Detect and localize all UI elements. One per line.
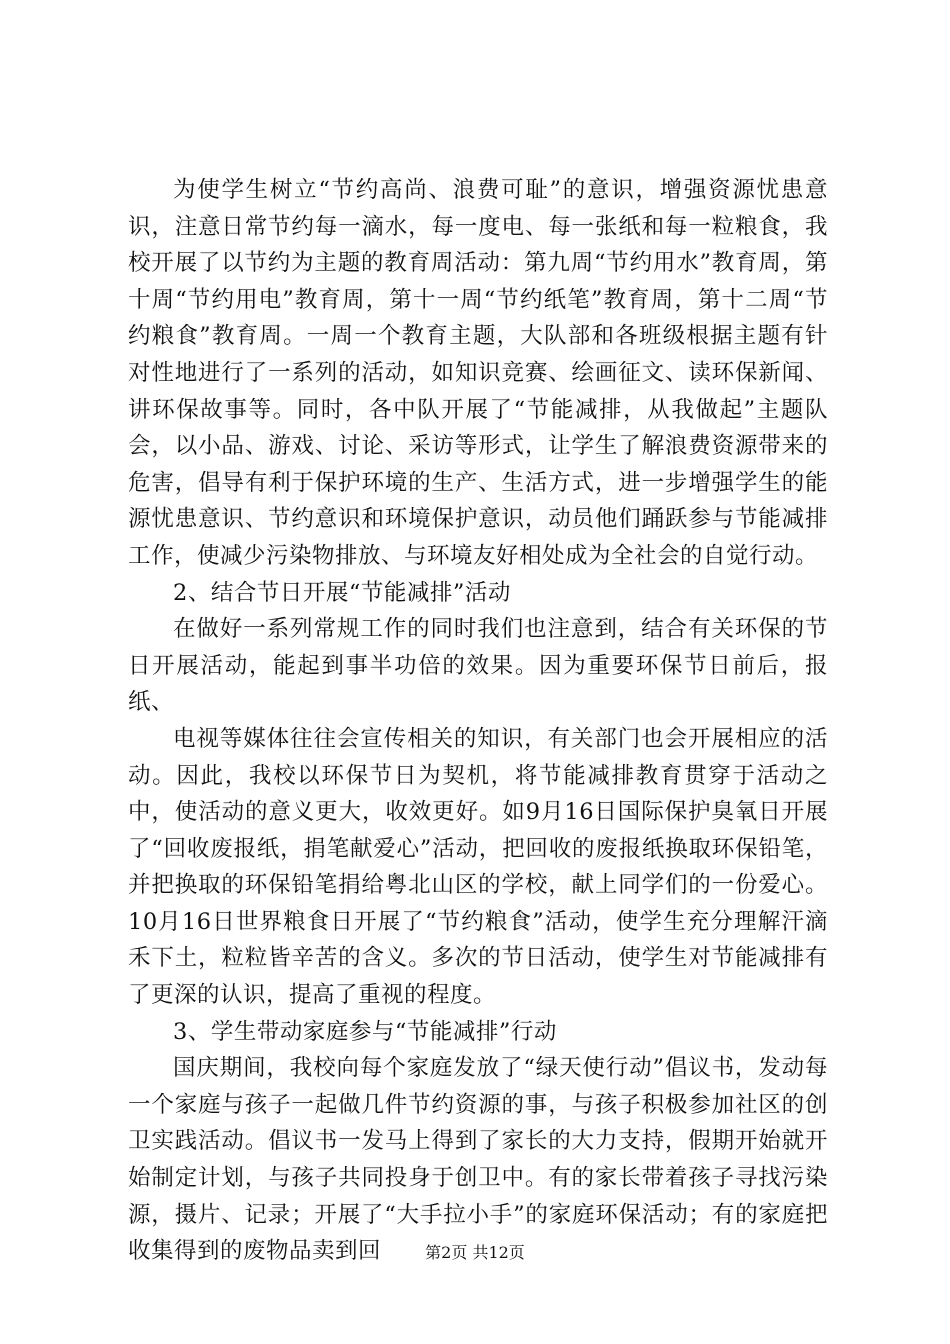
section-heading-holidays: 2、结合节日开展“节能减排”活动 (173, 579, 511, 606)
paragraph-families: 国庆期间，我校向每个家庭发放了“绿天使行动”倡议书，发动每一个家庭与孩子一起做几件节约资源的事，与孩子积极参加社区的创卫实践活动。倡议书一发马上得到了家长的大力支持，假期开始就开始制定计划，与孩子共同投身于创卫中。有的家长带着孩子寻找污染源，摄片、记录；开展了“大手拉小手”的家庭环保活动；有的家庭把收集得到的废物品卖到回 (128, 1055, 828, 1265)
page-footer (0, 1243, 950, 1263)
page-number: 第2页 共12页 (425, 1243, 525, 1262)
paragraph-holidays-detail: 电视等媒体往往会宣传相关的知识，有关部门也会开展相应的活动。因此，我校以环保节日为契机，将节能减排教育贯穿于活动之中，使活动的意义更大，收效更好。如9月16日国际保护臭氧日开展了“回收废报纸，捐笔献爱心”活动，把回收的废报纸换取环保铅笔，并把换取的环保铅笔捐给粤北山区的学校，献上同学们的一份爱心。10月16日世界粮食日开展了“节约粮食”活动，使学生充分理解汗滴禾下土，粒粒皆辛苦的含义。多次的节日活动，使学生对节能减排有了更深的认识，提高了重视的程度。 (128, 725, 828, 1009)
paragraph-holidays-intro: 在做好一系列常规工作的同时我们也注意到，结合有关环保的节日开展活动，能起到事半功倍的效果。因为重要环保节日前后，报纸、 (128, 616, 828, 716)
section-heading-families: 3、学生带动家庭参与“节能减排”行动 (173, 1018, 557, 1045)
paragraph-conservation-weeks: 为使学生树立“节约高尚、浪费可耻”的意识，增强资源忧患意识，注意日常节约每一滴水，每一度电、每一张纸和每一粒粮食，我校开展了以节约为主题的教育周活动：第九周“节约用水”教育周，第十周“节约用电”教育周，第十一周“节约纸笔”教育周，第十二周“节约粮食”教育周。一周一个教育主题，大队部和各班级根据主题有针对性地进行了一系列的活动，如知识竞赛、绘画征文、读环保新闻、讲环保故事等。同时，各中队开展了“节能减排，从我做起”主题队会，以小品、游戏、讨论、采访等形式，让学生了解浪费资源带来的危害，倡导有利于保护环境的生产、生活方式，进一步增强学生的能源忧患意识、节约意识和环境保护意识，动员他们踊跃参与节能减排工作，使减少污染物排放、与环境友好相处成为全社会的自觉行动。 (128, 177, 828, 569)
document-body (128, 172, 828, 1270)
